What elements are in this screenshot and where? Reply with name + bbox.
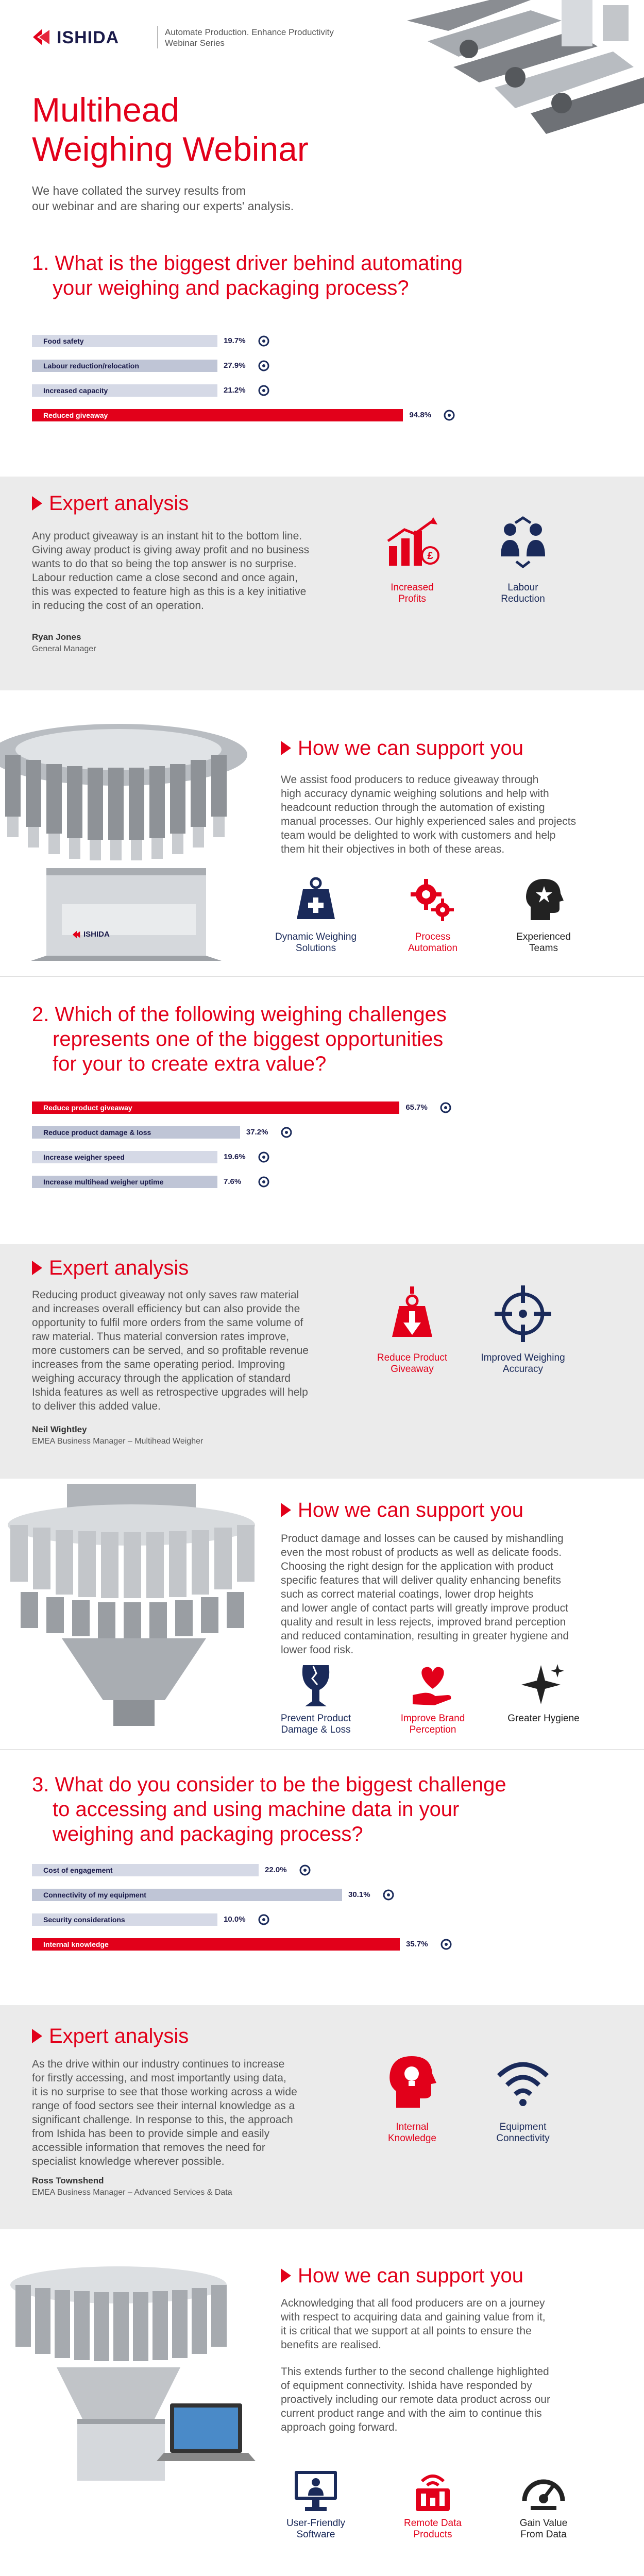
q3-analysis-line: accessible information that removes the need for — [32, 2142, 265, 2154]
tagline-line1: Automate Production. Enhance Productivity — [165, 27, 334, 37]
q2-analysis-heading: Expert analysis — [49, 1257, 189, 1279]
q1-support-heading: How we can support you — [298, 737, 524, 759]
label-line: Process — [415, 931, 451, 942]
q3-title — [32, 1772, 506, 1846]
q2-analyst-name: Neil Wightley — [32, 1425, 87, 1434]
q2-analysis-line: raw material. Thus material conversion rates improve, — [32, 1331, 290, 1343]
head-bulb-icon — [384, 2053, 440, 2110]
label-line: From Data — [520, 2529, 567, 2540]
q2-bar-label: Increase multihead weigher uptime — [43, 1178, 164, 1186]
label-line: Gain Value — [519, 2518, 568, 2529]
page-title — [32, 90, 309, 168]
q2-support-icon3-label — [500, 1713, 587, 1724]
header-tagline — [165, 27, 334, 48]
q2-support-icon1-label — [272, 1713, 360, 1736]
gears-icon — [410, 876, 456, 922]
q3-analysis-line: specialist knowledge wherever possible. — [32, 2156, 225, 2167]
q1-support-line: them hit their objectives in both of these areas. — [281, 843, 505, 855]
q1-support-arrow — [281, 741, 291, 755]
q1-analysis-arrow — [32, 496, 42, 511]
q3-support-line: current product range and with the aim to continue this — [281, 2408, 542, 2419]
label-line: Automation — [408, 943, 458, 954]
q3-title-line2: to accessing and using machine data in your — [53, 1798, 460, 1821]
q2-bar-icon — [258, 1176, 271, 1188]
svg-text:£: £ — [427, 550, 433, 562]
label-line: Remote Data — [404, 2518, 462, 2529]
q1-analysis-text — [32, 529, 351, 613]
q1-analysis-line: Any product giveaway is an instant hit to the bottom line. — [32, 530, 302, 542]
q2-analysis-line: increases from the same operating period. Improving — [32, 1359, 285, 1370]
q3-chart — [32, 1864, 614, 1967]
q2-support-line: Product damage and losses can be caused by mishandling — [281, 1533, 564, 1545]
q1-analyst-role: General Manager — [32, 645, 96, 653]
q1-support-line: manual processes. Our highly experienced sales and projects — [281, 816, 577, 827]
q1-support-line: headcount reduction through the automation of existing — [281, 802, 545, 814]
profit-chart-icon — [384, 515, 440, 572]
q3-analysis-line: from Ishida has been to provide simple and easily — [32, 2128, 270, 2140]
header-logo — [32, 27, 145, 47]
label-line: Improved Weighing — [481, 1352, 565, 1363]
q3-support-line: approach going forward. — [281, 2421, 398, 2433]
q1-title-line1: 1. What is the biggest driver behind automating — [32, 252, 463, 275]
q2-chart — [32, 1101, 614, 1205]
q2-bar-icon — [439, 1101, 453, 1114]
q3-analysis-line: for firstly accessing, and most importantly using data, — [32, 2072, 286, 2084]
q2-support-line: even the most robust of products as well as delicate foods. — [281, 1547, 562, 1558]
broken-glass-icon — [293, 1663, 339, 1709]
label-line: Teams — [529, 943, 558, 954]
q3-analysis-text — [32, 2057, 351, 2168]
q1-support-line: high accuracy dynamic weighing solutions and help with — [281, 788, 549, 800]
q2-support-text — [281, 1532, 621, 1657]
q3-analysis-line: As the drive within our industry continues to increase — [32, 2058, 285, 2070]
q3-bar-label: Internal knowledge — [43, 1940, 109, 1948]
q1-bar-value: 94.8% — [409, 411, 432, 419]
q3-support-line: it is critical that we support at all points to ensure the — [281, 2325, 532, 2337]
q2-support-line: and lower angle of contact parts will greatly improve product — [281, 1602, 568, 1614]
q2-analysis-line: weighing accuracy through the application of standard — [32, 1372, 291, 1384]
q3-support-line: proactively including our remote data product across our — [281, 2394, 550, 2405]
header-logo-text: ISHIDA — [57, 28, 120, 47]
q3-analysis-icon1-label — [366, 2122, 459, 2144]
q3-bar-icon — [299, 1864, 312, 1876]
q3-support-line: of equipment connectivity. Ishida have responded by — [281, 2380, 532, 2392]
weigher-with-laptop-image — [0, 2249, 268, 2486]
label-line: Equipment — [499, 2122, 547, 2132]
q2-bar-label: Reduce product giveaway — [43, 1104, 132, 1112]
q3-analyst-role: EMEA Business Manager – Advanced Services & Data — [32, 2188, 232, 2197]
label-line: Reduction — [501, 594, 545, 604]
q1-support-text — [281, 773, 621, 856]
q3-analyst-name: Ross Townshend — [32, 2176, 104, 2185]
label-line: Increased — [391, 582, 434, 593]
q1-bar-label: Food safety — [43, 337, 84, 345]
q2-analyst-role: EMEA Business Manager – Multihead Weigher — [32, 1437, 204, 1446]
q2-title-line1: 2. Which of the following weighing challenges — [32, 1003, 447, 1026]
label-line: Solutions — [295, 943, 336, 954]
q2-analysis-line: and increases overall efficiency but can also provide the — [32, 1303, 300, 1315]
q2-title-line3: for your to create extra value? — [53, 1053, 327, 1075]
q2-bar-value: 7.6% — [224, 1177, 242, 1186]
q1-analysis-line: this was expected to feature high as this is a key initiative — [32, 586, 307, 598]
q2-support-line: such as correct material coatings, lower drop heights — [281, 1588, 534, 1600]
q1-chart — [32, 335, 614, 438]
q2-analysis-line: Reducing product giveaway not only saves raw material — [32, 1289, 299, 1301]
label-line: Profits — [398, 594, 426, 604]
crosshair-icon — [495, 1285, 551, 1342]
q3-bar-icon — [382, 1889, 396, 1901]
title-line2: Weighing Webinar — [32, 130, 309, 168]
q3-analysis-heading: Expert analysis — [49, 2025, 189, 2047]
q3-support-para2 — [281, 2365, 621, 2434]
q3-analysis-arrow — [32, 2029, 42, 2043]
q2-analysis-text — [32, 1288, 351, 1413]
label-line: Knowledge — [387, 2133, 437, 2144]
q3-support-icon3-label — [500, 2518, 587, 2540]
q1-bar-icon — [258, 335, 271, 347]
q3-divider — [0, 1749, 644, 1750]
q2-bar-icon — [280, 1126, 294, 1139]
q1-bar-value: 19.7% — [224, 336, 246, 345]
label-line: Software — [296, 2529, 335, 2540]
label-line: User-Friendly — [286, 2518, 346, 2529]
q2-support-line: lower food risk. — [281, 1644, 354, 1656]
q3-analysis-line: significant challenge. In response to this, the approach — [32, 2114, 293, 2126]
q1-analysis-line: wants to do that so being the top answer is no surprise. — [32, 558, 297, 570]
q3-analysis-line: it is no surprise to see that those working across a wide — [32, 2086, 297, 2098]
q3-bar-value: 22.0% — [265, 1866, 287, 1874]
q1-bar-icon — [258, 384, 271, 397]
q2-bar-value: 65.7% — [405, 1103, 428, 1112]
label-line: Accuracy — [502, 1364, 544, 1375]
label-line: Connectivity — [496, 2133, 550, 2144]
q3-bar-value: 30.1% — [348, 1890, 370, 1899]
q3-support-para1 — [281, 2296, 621, 2352]
q1-bar-icon — [443, 409, 456, 421]
q3-bar-icon — [440, 1938, 453, 1951]
label-line: Experienced — [516, 931, 571, 942]
q1-support-icon1-label — [272, 931, 360, 954]
q2-analysis-line: opportunity to fulfil more orders from the same volume of — [32, 1317, 303, 1329]
q3-support-arrow — [281, 2268, 291, 2283]
intro-line1: We have collated the survey results from — [32, 184, 246, 197]
q1-bar-label: Labour reduction/relocation — [43, 362, 139, 370]
header-divider — [157, 26, 158, 48]
q2-analysis-line: to deliver this added value. — [32, 1400, 161, 1412]
multihead-weigher-image-2 — [0, 1484, 268, 1726]
heart-hand-icon — [410, 1663, 456, 1709]
label-line: Greater Hygiene — [507, 1713, 580, 1724]
label-line: Labour — [507, 582, 538, 593]
q2-title-line2: represents one of the biggest opportunities — [53, 1028, 444, 1050]
q1-bar-value: 21.2% — [224, 386, 246, 395]
q2-analysis-arrow — [32, 1261, 42, 1275]
intro-line2: our webinar and are sharing our experts' analysis. — [32, 199, 294, 213]
q3-bar-value: 10.0% — [224, 1915, 246, 1924]
q1-analysis-heading: Expert analysis — [49, 492, 189, 515]
q1-analysis-icon2-label — [482, 582, 564, 605]
q2-analysis-line: more customers can be served, and so profitable revenue — [32, 1345, 309, 1357]
q3-analysis-line: range of food sectors see their internal knowledge as a — [32, 2100, 295, 2112]
weight-down-icon — [384, 1285, 440, 1342]
label-line: Internal — [396, 2122, 429, 2132]
q3-support-icon1-label — [272, 2518, 360, 2540]
q3-bar-label: Security considerations — [43, 1916, 125, 1924]
label-line: Prevent Product — [280, 1713, 351, 1724]
q2-support-line: quality and result in less rejects, improved brand perception — [281, 1616, 566, 1628]
title-line1: Multihead — [32, 91, 180, 129]
sparkle-icon — [520, 1663, 567, 1709]
q2-analysis-icon1-label — [366, 1352, 459, 1375]
q3-support-heading: How we can support you — [298, 2264, 524, 2287]
machine-logo-icon — [72, 930, 81, 939]
q2-title — [32, 1002, 447, 1076]
header-machine-image — [376, 0, 644, 170]
q3-analysis-icon2-label — [477, 2122, 569, 2144]
label-line: Damage & Loss — [281, 1724, 351, 1735]
remote-data-icon — [410, 2468, 456, 2514]
multihead-weigher-image-1 — [0, 708, 268, 961]
q1-analysis-line: in reducing the cost of an operation. — [32, 600, 204, 612]
q2-support-line: specific features that will deliver quality enhancing benefits — [281, 1574, 561, 1586]
q1-analyst-name: Ryan Jones — [32, 632, 81, 642]
q3-support-line: with respect to acquiring data and gaining value from it, — [281, 2311, 546, 2323]
label-line: Giveaway — [391, 1364, 434, 1375]
q2-bar-value: 37.2% — [246, 1128, 268, 1137]
gauge-icon — [520, 2468, 567, 2514]
q1-support-icon3-label — [500, 931, 587, 954]
q2-support-heading: How we can support you — [298, 1499, 524, 1521]
q1-support-line: team would be delighted to work with customers and help — [281, 829, 556, 841]
monitor-user-icon — [293, 2468, 339, 2514]
label-line: Products — [413, 2529, 452, 2540]
q2-bar-label: Increase weigher speed — [43, 1153, 125, 1161]
q2-support-icon2-label — [389, 1713, 477, 1736]
ishida-logo-icon — [32, 27, 53, 47]
tagline-line2: Webinar Series — [165, 38, 225, 48]
q3-support-line: This extends further to the second challenge highlighted — [281, 2366, 549, 2378]
q1-analysis-line: Labour reduction came a close second and once again, — [32, 572, 298, 584]
wifi-icon — [495, 2053, 551, 2110]
q2-bar-value: 19.6% — [224, 1153, 246, 1161]
q1-analysis-line: Giving away product is giving away profit and no business — [32, 544, 310, 556]
q3-support-icon2-label — [389, 2518, 477, 2540]
q3-bar-label: Connectivity of my equipment — [43, 1891, 146, 1899]
expert-head-icon — [520, 876, 567, 922]
q1-bar-label: Reduced giveaway — [43, 411, 108, 419]
q3-support-line: Acknowledging that all food producers are on a journey — [281, 2297, 545, 2309]
q3-title-line3: weighing and packaging process? — [53, 1823, 363, 1845]
label-line: Improve Brand — [400, 1713, 465, 1724]
workers-icon — [495, 515, 551, 572]
q1-support-line: We assist food producers to reduce giveaway through — [281, 774, 539, 786]
q1-analysis-icon1-label — [371, 582, 453, 605]
q1-title-line2: your weighing and packaging process? — [53, 277, 409, 299]
label-line: Reduce Product — [377, 1352, 448, 1363]
q3-title-line1: 3. What do you consider to be the biggest challenge — [32, 1773, 506, 1796]
q3-bar-label: Cost of engagement — [43, 1866, 113, 1874]
q1-bar-icon — [258, 360, 271, 372]
q3-bar-value: 35.7% — [406, 1940, 428, 1948]
q2-bar-label: Reduce product damage & loss — [43, 1128, 151, 1137]
q1-support-icon2-label — [389, 931, 477, 954]
q2-support-line: Choosing the right design for the application with product — [281, 1561, 553, 1572]
machine-logo-1 — [72, 930, 134, 940]
q3-support-line: benefits are realised. — [281, 2339, 381, 2351]
label-line: Perception — [409, 1724, 456, 1735]
intro-text — [32, 183, 294, 214]
q1-title — [32, 251, 463, 300]
machine-logo-text: ISHIDA — [83, 930, 110, 939]
q2-analysis-line: Ishida features as well as retrospective upgrades will help — [32, 1386, 308, 1398]
q3-bar-icon — [258, 1913, 271, 1926]
label-line: Dynamic Weighing — [275, 931, 357, 942]
q1-bar-value: 27.9% — [224, 361, 246, 370]
q2-support-arrow — [281, 1503, 291, 1517]
q2-bar-icon — [258, 1151, 271, 1163]
weight-plus-icon — [293, 876, 339, 922]
q2-analysis-icon2-label — [477, 1352, 569, 1375]
q2-support-line: and reduced contamination, resulting in greater hygiene and — [281, 1630, 569, 1642]
q1-bar-label: Increased capacity — [43, 386, 108, 395]
